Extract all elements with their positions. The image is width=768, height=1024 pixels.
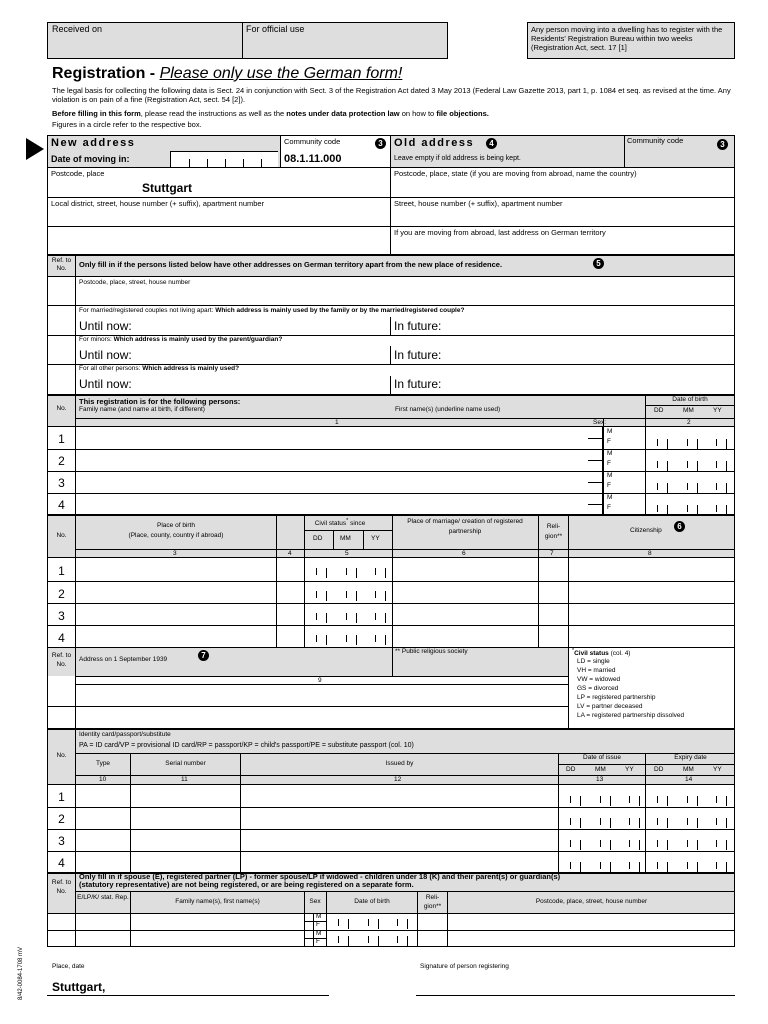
civil-date-tick [356, 635, 357, 645]
person-row-number: 1 [58, 432, 65, 446]
civil-date-tick [326, 568, 327, 578]
issue-date-tick [610, 818, 611, 828]
expiry-date-tick [726, 818, 727, 828]
spouse-sex-1[interactable]: M F [316, 913, 322, 928]
expiry-date-tick [697, 796, 698, 806]
until-now-1: Until now: [79, 319, 132, 333]
issue-yy: YY [625, 766, 634, 773]
names-label: Family name(s), first name(s) [175, 898, 260, 905]
expiry-date-tick [697, 840, 698, 850]
person-row-number: 3 [58, 476, 65, 490]
birth-place-field[interactable] [76, 581, 276, 603]
old-address-title: Old address [394, 137, 475, 149]
dob-dd: DD [654, 407, 664, 414]
issue-date-tick [600, 796, 601, 803]
dob-tick [687, 461, 688, 468]
spouse-address-label: Postcode, place, street, house number [535, 898, 648, 905]
dob-tick [726, 505, 727, 515]
dob-tick [667, 483, 668, 493]
expiry-date-tick [726, 862, 727, 872]
legend-item: GS = divorced [577, 685, 619, 692]
expiry-date-tick [657, 840, 658, 847]
dob-tick [657, 439, 658, 446]
religion-label: Reli- gion** [544, 523, 563, 540]
col-12: 12 [394, 776, 402, 783]
until-now-3: Until now: [79, 377, 132, 391]
birth-row-number: 2 [58, 587, 65, 601]
identity-row-number: 3 [58, 834, 65, 848]
identity-row-number: 1 [58, 790, 65, 804]
birth-row-number: 3 [58, 609, 65, 623]
expiry-date-tick [716, 796, 717, 803]
civil-date-tick [385, 613, 386, 623]
issue-mm: MM [595, 766, 606, 773]
marriage-place-label: Place of marriage/ creation of registered partnership [407, 518, 523, 535]
dob-tick [697, 505, 698, 515]
address-1939-label: Address on 1 September 1939 [79, 656, 168, 663]
issue-dd: DD [566, 766, 576, 773]
issue-date-tick [629, 862, 630, 869]
expiry-date-tick [657, 862, 658, 869]
other-addresses-title: Only fill in if the persons listed below have other addresses on German territory apart from the new place of residence. [79, 260, 503, 269]
dob-tick [726, 461, 727, 471]
dob-tick [726, 483, 727, 493]
sex-divider [588, 438, 603, 439]
issued-by-label: Issued by [385, 760, 414, 767]
civil-date-tick [326, 613, 327, 623]
expiry-dd: DD [654, 766, 664, 773]
persons-title: This registration is for the following persons: [79, 397, 241, 406]
issue-date-tick [629, 796, 630, 803]
issue-date-tick [610, 862, 611, 872]
sex-f[interactable]: F [607, 504, 611, 511]
civil-mm: MM [340, 535, 351, 542]
in-future-1: In future: [394, 319, 442, 333]
dob-tick [716, 483, 717, 490]
civil-date-tick [385, 591, 386, 601]
legal-basis: The legal basis for collecting the following data is Sect. 24 in conjunction with Sect. 3 of the Registration Act dated 3 May 2013 (Federal Law Gazette 2013, part 1, p. 1084 et seq. as revised at the time. Any violation is on pain of a fine (Registration Act, sect. 54 [2]). [52, 86, 731, 104]
id-type-field[interactable] [76, 807, 130, 829]
issue-date-tick [570, 862, 571, 869]
sex-m[interactable]: M [607, 428, 613, 435]
sex-divider [588, 504, 603, 505]
dob-tick [687, 483, 688, 490]
pointer-arrow-icon [26, 138, 44, 160]
col-2: 2 [687, 419, 691, 426]
col-4: 4 [288, 550, 292, 557]
sex-m[interactable]: M [607, 450, 613, 457]
issue-date-tick [639, 862, 640, 872]
signature-label: Signature of person registering [420, 963, 509, 970]
dob-tick [697, 483, 698, 493]
spouse-dob-tick [378, 936, 379, 946]
dob-tick [667, 439, 668, 449]
expiry-date-tick [716, 862, 717, 869]
dob-tick [716, 461, 717, 468]
expiry-date-tick [697, 862, 698, 872]
spouse-religion-label: Reli- gion** [423, 894, 442, 910]
until-now-2: Until now: [79, 348, 132, 362]
sex-f[interactable]: F [607, 482, 611, 489]
issue-date-tick [570, 840, 571, 847]
col-5: 5 [345, 550, 349, 557]
person-name-field[interactable] [76, 427, 603, 448]
col-8: 8 [648, 550, 652, 557]
issue-date-tick [600, 840, 601, 847]
circle-7-icon: 7 [198, 650, 209, 661]
legend-item: VH = married [577, 667, 616, 674]
spouse-dob-tick [397, 936, 398, 943]
col-1: 1 [335, 419, 339, 426]
spouse-sex-label: Sex [309, 898, 321, 905]
civil-legend-title: *Civil status (col. 4) [572, 648, 631, 658]
birth-place-field[interactable] [76, 603, 276, 625]
old-postcode-label: Postcode, place, state (if you are moving from abroad, name the country) [394, 169, 637, 178]
spouse-dob-tick [368, 919, 369, 926]
civil-date-tick [356, 568, 357, 578]
issue-date-tick [600, 818, 601, 825]
place-date-label: Place, date [52, 963, 85, 970]
place-of-birth-sub: (Place, county, country if abroad) [128, 532, 224, 539]
dob-tick [697, 439, 698, 449]
moving-date-label: Date of moving in: [51, 154, 130, 164]
dob-tick [657, 483, 658, 490]
civil-legend-list [577, 657, 684, 720]
expiry-date-tick [667, 840, 668, 850]
col-7: 7 [550, 550, 554, 557]
spouse-dob-tick [348, 919, 349, 929]
expiry-date-tick [657, 818, 658, 825]
in-future-2: In future: [394, 348, 442, 362]
persons-no-label: No. [56, 405, 67, 412]
identity-no-label: No. [56, 752, 67, 759]
abroad-label: If you are moving from abroad, last address on German territory [394, 228, 606, 237]
identity-title: Identity card/passport/substitute [79, 731, 171, 738]
civil-date-tick [316, 635, 317, 642]
community-code-value[interactable]: 08.1.11.000 [284, 153, 342, 165]
spouse-dob-tick [407, 919, 408, 929]
person-name-field[interactable] [76, 471, 603, 492]
civil-date-tick [346, 568, 347, 575]
place-date-value[interactable]: Stuttgart, [52, 980, 106, 994]
dob-yy: YY [713, 407, 722, 414]
dob-tick [726, 439, 727, 449]
civil-date-tick [356, 613, 357, 623]
identity-row-number: 4 [58, 856, 65, 870]
expiry-date-tick [726, 796, 727, 806]
spouse-dob-tick [368, 936, 369, 943]
old-community-code-label: Community code [627, 136, 684, 145]
legend-item: VW = widowed [577, 676, 621, 683]
circle-note: Figures in a circle refer to the respective box. [52, 120, 202, 129]
sex-label: Sex: [593, 419, 607, 426]
first-name-label: First name(s) (underline name used) [395, 406, 501, 413]
birth-row-number: 4 [58, 631, 65, 645]
old-street-label: Street, house number (+ suffix), apartment number [394, 199, 563, 208]
rep-label: E/LP/K/ stat. Rep. [77, 894, 129, 901]
sex-f[interactable]: F [607, 438, 611, 445]
side-code: 8/42-0084-1708 mV [18, 946, 24, 1000]
issue-date-tick [610, 796, 611, 806]
col-6: 6 [462, 550, 466, 557]
col-11: 11 [181, 776, 188, 783]
spouse-dob-tick [397, 919, 398, 926]
col-14: 14 [685, 776, 693, 783]
dob-tick [657, 505, 658, 512]
dob-tick [697, 461, 698, 471]
expiry-date-tick [726, 840, 727, 850]
spouse-title: Only fill in if spouse (E), registered partner (LP) - former spouse/LP if widowed - children under 18 (K) and their parent(s) or guardian(s) (statutory representative) are not being registered, or are being registered on a separate form. [79, 872, 561, 889]
dob-tick [667, 461, 668, 471]
citizenship-label: Citizenship [630, 527, 662, 534]
notice-box: Any person moving into a dwelling has to register with the Residents' Registration Bureau within two weeks (Registration Act, sect. 17 [1] [527, 22, 735, 59]
civil-date-tick [326, 591, 327, 601]
person-name-field[interactable] [76, 493, 603, 514]
spouse-ref-label: Ref. to No. [51, 879, 72, 895]
civil-date-tick [375, 613, 376, 620]
identity-codes: PA = ID card/VP = provisional ID card/RP = passport/KP = child's passport/PE = substitute passport (col. 10) [79, 742, 414, 749]
sex-f[interactable]: F [607, 460, 611, 467]
other-postcode-label: Postcode, place, street, house number [79, 279, 191, 286]
issue-date-tick [639, 840, 640, 850]
col-10: 10 [99, 776, 107, 783]
legend-item: LP = registered partnership [577, 694, 656, 701]
issue-date-tick [580, 796, 581, 806]
issue-date-tick [580, 840, 581, 850]
dob-tick [716, 439, 717, 446]
dob-mm: MM [683, 407, 694, 414]
dob-label: Date of birth [672, 396, 708, 403]
serial-label: Serial number [165, 760, 206, 767]
issue-date-tick [600, 862, 601, 869]
civil-date-tick [385, 568, 386, 578]
person-name-field[interactable] [76, 449, 603, 470]
issue-date-tick [639, 818, 640, 828]
person-row-number: 2 [58, 454, 65, 468]
expiry-yy: YY [713, 766, 722, 773]
before-filling: Before filling in this form, please read the instructions as well as the notes under data protection law on how to file objections. [52, 109, 489, 118]
birth-place-field[interactable] [76, 625, 276, 647]
type-label: Type [95, 760, 111, 767]
birth-no-label: No. [56, 532, 67, 539]
civil-date-tick [316, 613, 317, 620]
issue-date-tick [629, 840, 630, 847]
sex-divider [588, 460, 603, 461]
id-type-field[interactable] [76, 851, 130, 873]
spouse-dob-tick [348, 936, 349, 946]
id-type-field[interactable] [76, 785, 130, 807]
sex-divider [588, 482, 603, 483]
issue-date-tick [580, 862, 581, 872]
spouse-sex-2[interactable]: M F [316, 930, 322, 945]
ref-to-no-label: Ref. to No. [51, 257, 72, 272]
community-code-label: Community code [284, 137, 341, 146]
spouse-dob-tick [407, 936, 408, 946]
spouse-dob-label: Date of birth [354, 898, 390, 905]
spouse-dob-tick [338, 919, 339, 926]
sex-m[interactable]: M [607, 494, 613, 501]
circle-5-icon: 5 [593, 258, 604, 269]
sex-m[interactable]: M [607, 472, 613, 479]
ref-1939-label: Ref. to No. [51, 652, 72, 668]
expiry-date-tick [716, 840, 717, 847]
person-row-number: 4 [58, 498, 65, 512]
expiry-date-tick [657, 796, 658, 803]
moving-date-field[interactable] [170, 151, 278, 167]
circle-4-icon: 4 [486, 138, 497, 149]
minors-question: For minors: Which address is mainly used by the parent/guardian? [79, 336, 283, 343]
expiry-date-tick [687, 818, 688, 825]
civil-date-tick [316, 591, 317, 598]
birth-row-number: 1 [58, 564, 65, 578]
in-future-3: In future: [394, 377, 442, 391]
postcode-value[interactable]: Stuttgart [142, 181, 192, 195]
expiry-date-tick [667, 818, 668, 828]
civil-yy: YY [371, 535, 380, 542]
place-of-birth-label: Place of birth [157, 522, 195, 529]
dob-tick [716, 505, 717, 512]
expiry-date-tick [667, 862, 668, 872]
issue-date-tick [580, 818, 581, 828]
spouse-dob-tick [338, 936, 339, 943]
married-question: For married/registered couples not living apart: Which address is mainly used by the family or by the married/registered couple? [79, 307, 465, 314]
signature-line[interactable] [416, 995, 735, 996]
family-name-label: Family name (and name at birth, if different) [79, 406, 205, 413]
civil-date-tick [375, 591, 376, 598]
civil-status-label: Civil status* since [314, 518, 366, 528]
civil-date-tick [375, 568, 376, 575]
old-address-hint: Leave empty if old address is being kept. [394, 155, 521, 162]
dob-tick [687, 505, 688, 512]
expiry-date-tick [697, 818, 698, 828]
civil-date-tick [375, 635, 376, 642]
col-3: 3 [173, 550, 177, 557]
spouse-dob-tick [378, 919, 379, 929]
civil-date-tick [326, 635, 327, 645]
civil-date-tick [346, 613, 347, 620]
new-address-title: New address [51, 137, 136, 149]
issue-date-tick [639, 796, 640, 806]
legend-item: LD = single [577, 658, 610, 665]
expiry-date-label: Expiry date [674, 754, 707, 761]
legend-item: LA = registered partnership dissolved [577, 712, 685, 719]
dob-tick [657, 461, 658, 468]
page-title: Registration - Please only use the German form! [52, 65, 403, 82]
expiry-date-tick [716, 818, 717, 825]
circle-6-icon: 6 [674, 521, 685, 532]
expiry-date-tick [687, 840, 688, 847]
col-9: 9 [318, 677, 322, 684]
issue-date-label: Date of issue [583, 754, 621, 761]
circle-3b-icon: 3 [717, 139, 728, 150]
expiry-mm: MM [683, 766, 694, 773]
legend-item: LV = partner deceased [577, 703, 643, 710]
civil-date-tick [356, 591, 357, 601]
col-13: 13 [596, 776, 604, 783]
expiry-date-tick [687, 862, 688, 869]
circle-3-icon: 3 [375, 138, 386, 149]
dob-tick [687, 439, 688, 446]
postcode-label: Postcode, place [51, 169, 105, 178]
identity-row-number: 2 [58, 812, 65, 826]
civil-date-tick [346, 591, 347, 598]
expiry-date-tick [667, 796, 668, 806]
civil-dd: DD [313, 535, 323, 542]
id-type-field[interactable] [76, 829, 130, 851]
received-on-label: Received on [52, 24, 103, 34]
religious-note: ** Public religious society [395, 648, 468, 655]
expiry-date-tick [687, 796, 688, 803]
issue-date-tick [570, 818, 571, 825]
official-use-label: For official use [246, 24, 305, 34]
civil-date-tick [316, 568, 317, 575]
issue-date-tick [629, 818, 630, 825]
civil-date-tick [346, 635, 347, 642]
civil-date-tick [385, 635, 386, 645]
issue-date-tick [610, 840, 611, 850]
street-label: Local district, street, house number (+ suffix), apartment number [51, 199, 265, 208]
birth-place-field[interactable] [76, 558, 276, 580]
all-question: For all other persons: Which address is mainly used? [79, 365, 240, 372]
dob-tick [667, 505, 668, 515]
issue-date-tick [570, 796, 571, 803]
